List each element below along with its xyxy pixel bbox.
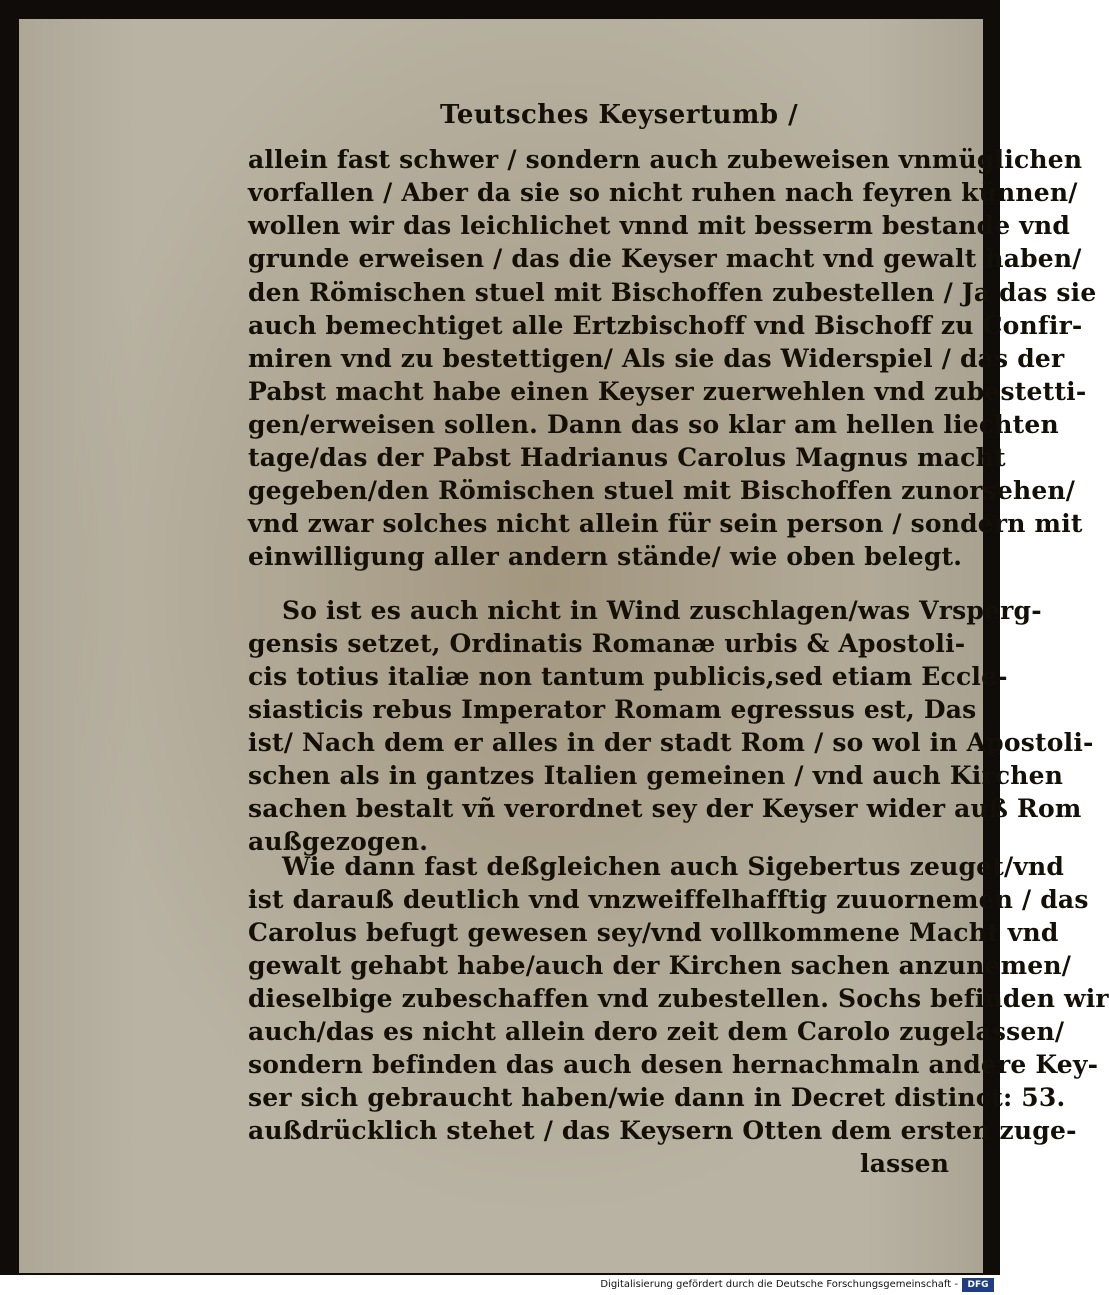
running-heading: Teutsches Keysertumb / bbox=[440, 100, 799, 130]
catchword: lassen bbox=[860, 1149, 950, 1178]
text-line: ist darauß deutlich vnd vnzweiffelhafftig zuuornemen / das bbox=[248, 885, 1089, 914]
footer-bar bbox=[0, 1275, 1000, 1295]
text-line: auch/das es nicht allein dero zeit dem Carolo zugelassen/ bbox=[248, 1017, 1065, 1046]
dfg-logo-icon: DFG bbox=[962, 1278, 994, 1292]
text-line: gewalt gehabt habe/auch der Kirchen sachen anzunemen/ bbox=[248, 951, 1072, 980]
text-line: grunde erweisen / das die Keyser macht vnd gewalt haben/ bbox=[248, 244, 1082, 273]
text-line: sachen bestalt vñ verordnet sey der Keyser wider auß Rom bbox=[248, 794, 1082, 823]
text-line: allein fast schwer / sondern auch zubeweisen vnmüglichen bbox=[248, 145, 1083, 174]
text-line: vorfallen / Aber da sie so nicht ruhen nach feyren künnen/ bbox=[248, 178, 1078, 207]
digitization-credit: Digitalisierung gefördert durch die Deutsche Forschungsgemeinschaft - bbox=[600, 1279, 958, 1290]
text-line: außdrücklich stehet / das Keysern Otten dem ersten zuge- bbox=[248, 1116, 1077, 1145]
paragraph-start: So ist es auch nicht in Wind zuschlagen/was Vrsperg- bbox=[282, 596, 1042, 625]
text-line: sondern befinden das auch desen hernachmaln andere Key- bbox=[248, 1050, 1099, 1079]
text-line: außgezogen. bbox=[248, 827, 429, 856]
text-line: auch bemechtiget alle Ertzbischoff vnd Bischoff zu Confir- bbox=[248, 311, 1083, 340]
text-line: Carolus befugt gewesen sey/vnd vollkommene Macht vnd bbox=[248, 918, 1059, 947]
text-line: siasticis rebus Imperator Romam egressus est, Das bbox=[248, 695, 977, 724]
text-line: cis totius italiæ non tantum publicis,sed etiam Eccle- bbox=[248, 662, 1008, 691]
text-line: ser sich gebraucht haben/wie dann in Decret distinct: 53. bbox=[248, 1083, 1066, 1112]
text-line: Pabst macht habe einen Keyser zuerwehlen vnd zubestetti- bbox=[248, 377, 1087, 406]
text-line: gen/erweisen sollen. Dann das so klar am hellen liechten bbox=[248, 410, 1059, 439]
text-line: gensis setzet, Ordinatis Romanæ urbis & Apostoli- bbox=[248, 629, 966, 658]
text-line: einwilligung aller andern stände/ wie oben belegt. bbox=[248, 542, 963, 571]
text-line: dieselbige zubeschaffen vnd zubestellen. Sochs befinden wir bbox=[248, 984, 1109, 1013]
text-line: den Römischen stuel mit Bischoffen zubestellen / Ja das sie bbox=[248, 278, 1097, 307]
text-line: schen als in gantzes Italien gemeinen / vnd auch Kirchen bbox=[248, 761, 1064, 790]
paragraph-start: Wie dann fast deßgleichen auch Sigebertus zeuget/vnd bbox=[282, 852, 1065, 881]
text-line: wollen wir das leichlichet vnnd mit besserm bestande vnd bbox=[248, 211, 1071, 240]
text-line: miren vnd zu bestettigen/ Als sie das Widerspiel / das der bbox=[248, 344, 1065, 373]
text-line: tage/das der Pabst Hadrianus Carolus Magnus macht bbox=[248, 443, 1006, 472]
text-line: ist/ Nach dem er alles in der stadt Rom / so wol in Apostoli- bbox=[248, 728, 1094, 757]
text-line: vnd zwar solches nicht allein für sein person / sondern mit bbox=[248, 509, 1083, 538]
text-line: gegeben/den Römischen stuel mit Bischoffen zunorsehen/ bbox=[248, 476, 1076, 505]
